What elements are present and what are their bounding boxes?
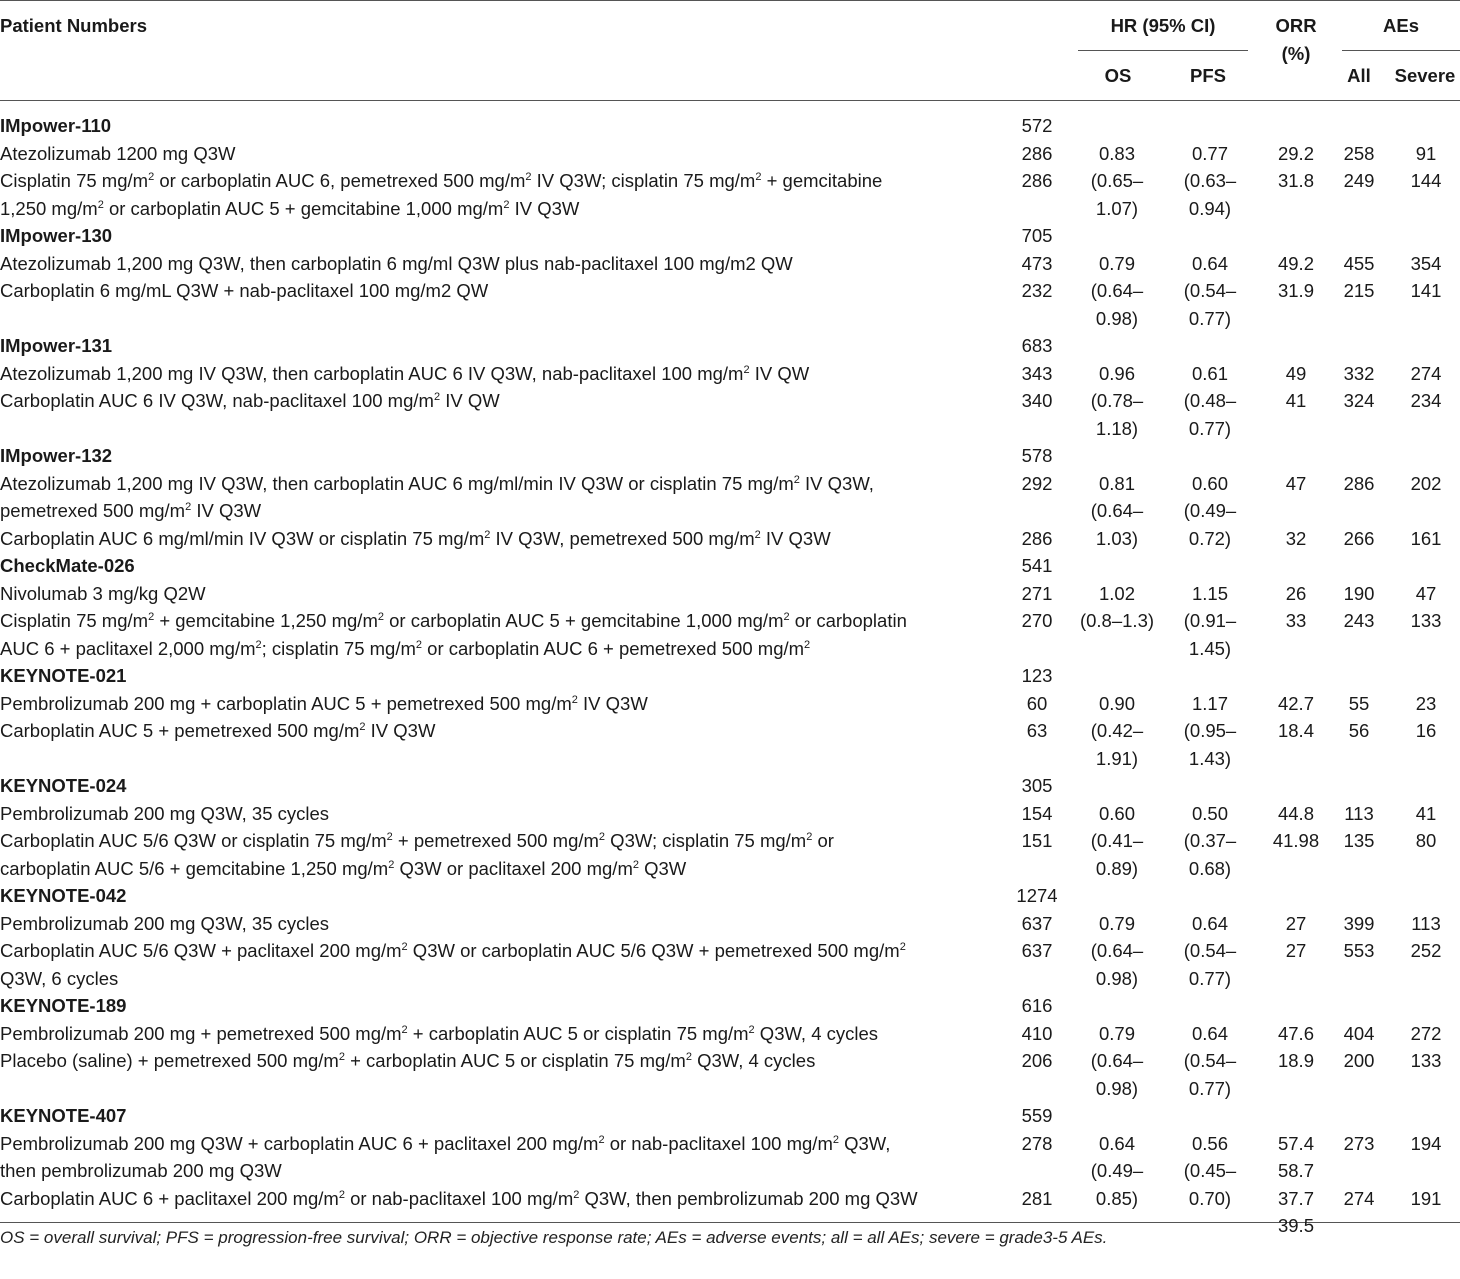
aes-severe-value: 161 [1410, 527, 1442, 549]
aes-all-value: 243 [1343, 610, 1375, 631]
hr-pfs-value: 0.56 [1191, 1132, 1228, 1154]
header-severe: Severe [1394, 65, 1456, 86]
arm-n: 343 [1021, 362, 1053, 384]
hr-os-value: 0.98) [1095, 967, 1139, 989]
hr-pfs-value: (0.95– [1183, 720, 1237, 741]
trial-name: KEYNOTE-024 [0, 775, 127, 796]
header-bottom-rule [0, 100, 1460, 101]
orr-value: 18.9 [1277, 1050, 1314, 1071]
orr-value: 49 [1285, 362, 1307, 384]
arm-regimen: carboplatin AUC 5/6 + gemcitabine 1,250 $mg/m^2$ Q3W or paclitaxel 200 $mg/m^2$ Q3W [0, 857, 687, 879]
arm-regimen: Q3W, 6 cycles [0, 967, 119, 989]
hr-os-value: 1.91) [1095, 747, 1139, 769]
trial-name: IMpower-132 [0, 445, 113, 466]
hr-os-value: 1.03) [1095, 527, 1139, 549]
arm-regimen: Atezolizumab 1,200 mg Q3W, then carboplatin 6 mg/ml Q3W plus nab-paclitaxel 100 mg/m2 QW [0, 252, 793, 274]
orr-value: 37.7 [1277, 1187, 1314, 1209]
trial-total-n: 572 [1021, 115, 1053, 136]
orr-value: 31.9 [1277, 280, 1314, 301]
arm-regimen: Carboplatin 6 mg/mL Q3W + nab-paclitaxel 100 mg/m2 QW [0, 280, 489, 301]
orr-value: 39.5 [1277, 1215, 1314, 1236]
hr-os-value: 0.98) [1095, 1077, 1139, 1099]
hr-os-value: 0.90 [1098, 692, 1135, 714]
orr-value: 47.6 [1277, 1022, 1314, 1044]
aes-all-value: 200 [1343, 1050, 1375, 1071]
hr-os-value: 1.18) [1095, 417, 1139, 439]
hr-pfs-value: 0.77 [1191, 142, 1228, 164]
arm-n: 286 [1021, 170, 1053, 191]
aes-severe-value: 354 [1410, 252, 1442, 274]
arm-n: 637 [1021, 940, 1053, 961]
header-aes: AEs [1383, 15, 1419, 36]
arm-regimen: then pembrolizumab 200 mg Q3W [0, 1160, 282, 1181]
hr-pfs-value: 1.15 [1191, 582, 1228, 604]
hr-os-value: 0.83 [1098, 142, 1135, 164]
hr-os-value: 0.98) [1095, 307, 1139, 329]
orr-value: 27 [1285, 912, 1307, 934]
aes-all-value: 113 [1344, 802, 1374, 824]
hr-pfs-value: 0.68) [1188, 857, 1232, 879]
hr-pfs-value: 0.61 [1191, 362, 1228, 384]
trial-total-n: 705 [1021, 225, 1053, 246]
orr-value: 41.98 [1272, 830, 1320, 851]
arm-regimen: Atezolizumab 1,200 mg IV Q3W, then carboplatin AUC 6 mg/ml/min IV Q3W or cisplatin 75 $mg/m^2$ IV Q3W, [0, 472, 874, 494]
hr-os-value: 0.79 [1098, 912, 1135, 934]
arm-regimen: Carboplatin AUC 6 mg/ml/min IV Q3W or cisplatin 75 $mg/m^2$ IV Q3W, pemetrexed 500 $mg/m^2$ IV Q3W [0, 527, 831, 549]
aes-severe-value: 272 [1410, 1022, 1442, 1044]
arm-regimen: Pembrolizumab 200 mg + carboplatin AUC 5 + pemetrexed 500 $mg/m^2$ IV Q3W [0, 692, 648, 714]
aes-subheader-rule [1342, 50, 1460, 51]
hr-pfs-value: (0.54– [1183, 280, 1237, 301]
aes-all-value: 286 [1343, 472, 1375, 494]
arm-n: 286 [1021, 527, 1053, 549]
hr-pfs-value: 0.60 [1191, 472, 1228, 494]
aes-severe-value: 80 [1415, 830, 1437, 851]
arm-regimen: Carboplatin AUC 5 + pemetrexed 500 $mg/m^2$ IV Q3W [0, 720, 436, 741]
hr-pfs-value: (0.54– [1183, 1050, 1237, 1071]
aes-all-value: 55 [1348, 692, 1370, 714]
header-all: All [1347, 65, 1371, 86]
aes-severe-value: 47 [1415, 582, 1437, 604]
trial-name: KEYNOTE-189 [0, 995, 127, 1016]
orr-value: 41 [1285, 390, 1307, 411]
hr-os-value: 0.89) [1095, 857, 1139, 879]
arm-n: 278 [1021, 1132, 1053, 1154]
aes-severe-value: 141 [1410, 280, 1442, 301]
arm-regimen: Atezolizumab 1200 mg Q3W [0, 142, 236, 164]
arm-regimen: Carboplatin AUC 6 + paclitaxel 200 $mg/m^2$ or nab-paclitaxel 100 $mg/m^2$ Q3W, then pembrolizumab 200 mg Q3W [0, 1187, 918, 1209]
hr-pfs-value: 0.50 [1191, 802, 1228, 824]
arm-n: 410 [1021, 1022, 1053, 1044]
hr-pfs-value: 0.77) [1188, 417, 1232, 439]
orr-value: 32 [1285, 527, 1307, 549]
arm-n: 271 [1021, 582, 1053, 604]
hr-os-value: 1.02 [1098, 582, 1135, 604]
trial-total-n: 578 [1021, 445, 1053, 466]
hr-pfs-value: (0.91– [1183, 610, 1237, 631]
hr-os-value: (0.64– [1090, 280, 1144, 301]
aes-all-value: 274 [1343, 1187, 1375, 1209]
arm-n: 292 [1021, 472, 1053, 494]
aes-severe-value: 194 [1410, 1132, 1442, 1154]
top-rule [0, 0, 1460, 1]
hr-pfs-value: 0.77) [1188, 307, 1232, 329]
header-orr-unit: (%) [1281, 43, 1311, 64]
hr-os-value: 0.60 [1098, 802, 1135, 824]
orr-value: 57.4 [1277, 1132, 1314, 1154]
header-hr: HR (95% CI) [1110, 15, 1216, 36]
arm-regimen: Carboplatin AUC 5/6 Q3W + paclitaxel 200 $mg/m^2$ Q3W or carboplatin AUC 5/6 Q3W + pemetrexed 500 $mg/m^2$ [0, 940, 906, 961]
orr-value: 33 [1285, 610, 1307, 631]
arm-regimen: AUC 6 + paclitaxel 2,000 $mg/m^2$; cisplatin 75 $mg/m^2$ or carboplatin AUC 6 + pemetrexed 500 $mg/m^2$ [0, 637, 811, 659]
hr-pfs-value: 1.17 [1191, 692, 1228, 714]
aes-severe-value: 41 [1415, 802, 1437, 824]
hr-subheader-rule [1078, 50, 1248, 51]
aes-severe-value: 202 [1410, 472, 1442, 494]
arm-n: 206 [1021, 1050, 1053, 1071]
arm-regimen: Pembrolizumab 200 mg Q3W, 35 cycles [0, 912, 330, 934]
orr-value: 47 [1285, 472, 1307, 494]
hr-os-value: (0.49– [1090, 1160, 1144, 1181]
orr-value: 29.2 [1277, 142, 1314, 164]
hr-os-value: 0.96 [1098, 362, 1135, 384]
hr-pfs-value: 1.45) [1188, 637, 1232, 659]
header-orr: ORR [1275, 15, 1317, 36]
orr-value: 27 [1285, 940, 1307, 961]
hr-pfs-value: 0.64 [1191, 912, 1228, 934]
hr-pfs-value: 0.77) [1188, 967, 1232, 989]
aes-all-value: 404 [1343, 1022, 1375, 1044]
arm-n: 270 [1021, 610, 1053, 631]
aes-all-value: 553 [1343, 940, 1375, 961]
arm-regimen: Pembrolizumab 200 mg Q3W + carboplatin AUC 6 + paclitaxel 200 $mg/m^2$ or nab-paclitaxel 100 $mg/m^2$ Q3W, [0, 1132, 891, 1154]
trial-total-n: 616 [1021, 995, 1053, 1016]
aes-all-value: 135 [1343, 830, 1375, 851]
aes-severe-value: 23 [1415, 692, 1437, 714]
hr-os-value: (0.64– [1090, 500, 1144, 521]
orr-value: 42.7 [1277, 692, 1314, 714]
hr-pfs-value: (0.48– [1183, 390, 1237, 411]
hr-pfs-value: 0.72) [1188, 527, 1232, 549]
orr-value: 26 [1285, 582, 1307, 604]
hr-os-value: 0.64 [1098, 1132, 1135, 1154]
hr-pfs-value: 0.94) [1188, 197, 1232, 219]
arm-regimen: 1,250 $mg/m^2$ or carboplatin AUC 5 + gemcitabine 1,000 $mg/m^2$ IV Q3W [0, 197, 580, 219]
hr-os-value: (0.41– [1090, 830, 1144, 851]
trial-name: IMpower-130 [0, 225, 113, 246]
header-os: OS [1104, 65, 1132, 86]
hr-os-value: 1.07) [1095, 197, 1139, 219]
hr-pfs-value: 0.64 [1191, 1022, 1228, 1044]
arm-regimen: Cisplatin 75 $mg/m^2$ or carboplatin AUC 6, pemetrexed 500 $mg/m^2$ IV Q3W; cisplatin 75 $mg/m^2$ + gemcitabine [0, 170, 883, 191]
arm-n: 637 [1021, 912, 1053, 934]
aes-severe-value: 113 [1411, 912, 1441, 934]
arm-regimen: pemetrexed 500 $mg/m^2$ IV Q3W [0, 500, 262, 521]
trial-total-n: 305 [1021, 775, 1053, 796]
trial-total-n: 123 [1021, 665, 1053, 686]
hr-pfs-value: (0.63– [1183, 170, 1237, 191]
orr-value: 18.4 [1277, 720, 1314, 741]
arm-regimen: Carboplatin AUC 5/6 Q3W or cisplatin 75 $mg/m^2$ + pemetrexed 500 $mg/m^2$ Q3W; cisplatin 75 $mg/m^2$ or [0, 830, 834, 851]
aes-severe-value: 133 [1410, 1050, 1442, 1071]
hr-os-value: 0.85) [1095, 1187, 1139, 1209]
arm-regimen: Pembrolizumab 200 mg Q3W, 35 cycles [0, 802, 330, 824]
hr-os-value: (0.42– [1090, 720, 1144, 741]
aes-severe-value: 274 [1410, 362, 1442, 384]
trial-total-n: 1274 [1016, 885, 1058, 906]
aes-severe-value: 91 [1415, 142, 1437, 164]
aes-all-value: 266 [1343, 527, 1375, 549]
aes-severe-value: 144 [1410, 170, 1442, 191]
arm-n: 63 [1026, 720, 1048, 741]
hr-pfs-value: 1.43) [1188, 747, 1232, 769]
aes-all-value: 332 [1343, 362, 1375, 384]
trial-total-n: 559 [1021, 1105, 1053, 1126]
hr-pfs-value: 0.64 [1191, 252, 1228, 274]
hr-pfs-value: (0.37– [1183, 830, 1237, 851]
trial-name: KEYNOTE-042 [0, 885, 127, 906]
hr-os-value: (0.64– [1090, 940, 1144, 961]
trial-name: KEYNOTE-407 [0, 1105, 127, 1126]
arm-regimen: Pembrolizumab 200 mg + pemetrexed 500 $mg/m^2$ + carboplatin AUC 5 or cisplatin 75 $mg/m^2$ Q3W, 4 cycles [0, 1022, 879, 1044]
trial-name: IMpower-131 [0, 335, 113, 356]
hr-pfs-value: (0.49– [1183, 500, 1237, 521]
arm-regimen: Cisplatin 75 $mg/m^2$ + gemcitabine 1,250 $mg/m^2$ or carboplatin AUC 5 + gemcitabine 1,000 $mg/m^2$ or carboplatin [0, 610, 907, 631]
header-pfs: PFS [1190, 65, 1226, 86]
arm-n: 340 [1021, 390, 1053, 411]
hr-pfs-value: (0.54– [1183, 940, 1237, 961]
aes-severe-value: 234 [1410, 390, 1442, 411]
trial-name: IMpower-110 [0, 115, 112, 136]
arm-n: 232 [1021, 280, 1053, 301]
hr-os-value: 0.79 [1098, 252, 1135, 274]
aes-all-value: 273 [1343, 1132, 1375, 1154]
arm-n: 286 [1021, 142, 1053, 164]
header-patient-numbers: Patient Numbers [0, 15, 148, 36]
aes-all-value: 249 [1343, 170, 1375, 191]
aes-all-value: 399 [1343, 912, 1375, 934]
trial-name: KEYNOTE-021 [0, 665, 127, 686]
orr-value: 44.8 [1277, 802, 1314, 824]
hr-os-value: (0.78– [1090, 390, 1144, 411]
arm-regimen: Atezolizumab 1,200 mg IV Q3W, then carboplatin AUC 6 IV Q3W, nab-paclitaxel 100 $mg/m^2$ IV QW [0, 362, 810, 384]
table-footnote: OS = overall survival; PFS = progression-free survival; ORR = objective response rate; AEs = adverse events; all = all AEs; severe = grade3-5 AEs. [0, 1228, 1108, 1247]
orr-value: 31.8 [1277, 170, 1314, 191]
hr-os-value: (0.64– [1090, 1050, 1144, 1071]
aes-severe-value: 133 [1410, 610, 1442, 631]
hr-pfs-value: 0.77) [1188, 1077, 1232, 1099]
aes-all-value: 215 [1343, 280, 1375, 301]
aes-all-value: 324 [1343, 390, 1375, 411]
hr-os-value: 0.81 [1098, 472, 1135, 494]
aes-severe-value: 252 [1410, 940, 1442, 961]
aes-all-value: 455 [1343, 252, 1375, 274]
hr-os-value: (0.65– [1090, 170, 1144, 191]
arm-n: 154 [1021, 802, 1053, 824]
hr-pfs-value: (0.45– [1183, 1160, 1237, 1181]
aes-severe-value: 16 [1415, 720, 1437, 741]
trial-name: CheckMate-026 [0, 555, 135, 576]
orr-value: 58.7 [1277, 1160, 1314, 1181]
aes-severe-value: 191 [1410, 1187, 1442, 1209]
aes-all-value: 56 [1348, 720, 1370, 741]
aes-all-value: 258 [1343, 142, 1375, 164]
trial-total-n: 683 [1021, 335, 1053, 356]
arm-n: 473 [1021, 252, 1053, 274]
aes-all-value: 190 [1343, 582, 1375, 604]
orr-value: 49.2 [1277, 252, 1314, 274]
arm-regimen: Carboplatin AUC 6 IV Q3W, nab-paclitaxel 100 $mg/m^2$ IV QW [0, 390, 500, 411]
hr-os-value: 0.79 [1098, 1022, 1135, 1044]
table-bottom-rule [0, 1222, 1460, 1223]
arm-regimen: Placebo (saline) + pemetrexed 500 $mg/m^2$ + carboplatin AUC 5 or cisplatin 75 $mg/m^2$ Q3W, 4 cycles [0, 1050, 816, 1071]
arm-n: 151 [1021, 830, 1053, 851]
arm-n: 60 [1026, 692, 1048, 714]
arm-regimen: Nivolumab 3 mg/kg Q2W [0, 582, 206, 604]
arm-n: 281 [1021, 1187, 1053, 1209]
hr-os-value: (0.8–1.3) [1079, 610, 1155, 631]
trial-total-n: 541 [1021, 555, 1053, 576]
hr-pfs-value: 0.70) [1188, 1187, 1232, 1209]
